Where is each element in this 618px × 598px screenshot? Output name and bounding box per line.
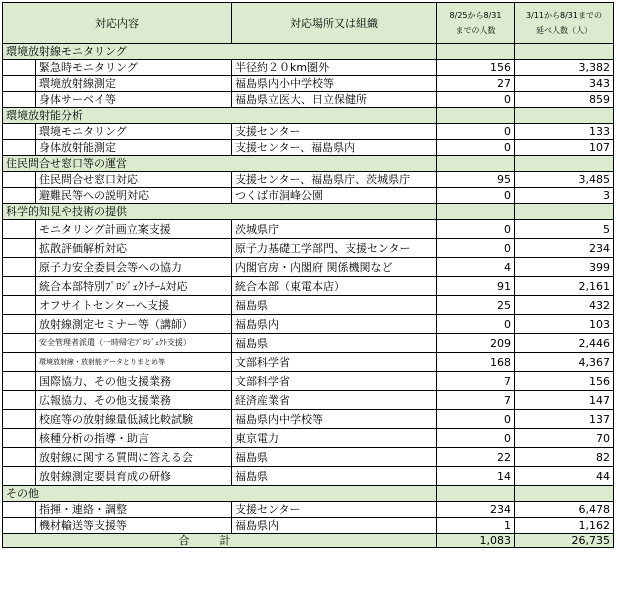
category-cumulative-blank: [515, 44, 614, 60]
row-week-count: 209: [437, 334, 515, 353]
row-indent: [3, 429, 36, 448]
row-indent: [3, 410, 36, 429]
row-cumulative-count: 133: [515, 124, 614, 140]
row-indent: [3, 502, 36, 518]
category-row: [3, 204, 614, 220]
header-period-cumulative-line2: 延べ人数（人）: [536, 26, 592, 35]
row-content: 広報協力、その他支援業務: [36, 391, 232, 410]
row-content: 身体放射能測定: [36, 140, 232, 156]
row-content: 指揮・連絡・調整: [36, 502, 232, 518]
row-week-count: 0: [437, 315, 515, 334]
row-cumulative-count: 399: [515, 258, 614, 277]
total-cumulative: 26,735: [515, 534, 614, 548]
row-week-count: 0: [437, 92, 515, 108]
row-place: 福島県立医大、日立保健所: [232, 92, 437, 108]
row-week-count: 4: [437, 258, 515, 277]
table-row: [3, 239, 614, 258]
row-place: 福島県: [232, 467, 437, 486]
row-cumulative-count: 234: [515, 239, 614, 258]
row-place: 茨城県庁: [232, 220, 437, 239]
row-cumulative-count: 156: [515, 372, 614, 391]
category-week-blank: [437, 108, 515, 124]
header-period-week-line1: 8/25から8/31: [449, 11, 502, 20]
row-content: 避難民等への説明対応: [36, 188, 232, 204]
row-cumulative-count: 432: [515, 296, 614, 315]
category-cumulative-blank: [515, 108, 614, 124]
row-week-count: 0: [437, 220, 515, 239]
row-indent: [3, 372, 36, 391]
table-row: [3, 315, 614, 334]
category-title: 科学的知見や技術の提供: [3, 204, 437, 220]
row-cumulative-count: 859: [515, 92, 614, 108]
table-row: [3, 353, 614, 372]
row-content: 拡散評価解析対応: [36, 239, 232, 258]
table-row: [3, 334, 614, 353]
row-indent: [3, 124, 36, 140]
row-week-count: 156: [437, 60, 515, 76]
row-content: 緊急時モニタリング: [36, 60, 232, 76]
table-row: [3, 391, 614, 410]
row-place: 福島県: [232, 448, 437, 467]
row-content: 環境放射線測定: [36, 76, 232, 92]
table-row: [3, 429, 614, 448]
row-place: 支援センター: [232, 502, 437, 518]
row-indent: [3, 188, 36, 204]
row-content: 校庭等の放射線量低減比較試験: [36, 410, 232, 429]
row-indent: [3, 140, 36, 156]
category-row: [3, 156, 614, 172]
row-indent: [3, 353, 36, 372]
row-indent: [3, 467, 36, 486]
row-indent: [3, 334, 36, 353]
category-row: [3, 486, 614, 502]
table-row: [3, 220, 614, 239]
table-row: [3, 92, 614, 108]
row-week-count: 27: [437, 76, 515, 92]
row-place: 半径約２０km圏外: [232, 60, 437, 76]
row-week-count: 14: [437, 467, 515, 486]
row-indent: [3, 315, 36, 334]
row-cumulative-count: 4,367: [515, 353, 614, 372]
row-cumulative-count: 44: [515, 467, 614, 486]
row-content: モニタリング計画立案支援: [36, 220, 232, 239]
header-content: 対応内容: [3, 3, 232, 44]
row-indent: [3, 220, 36, 239]
table-row: [3, 140, 614, 156]
row-week-count: 0: [437, 239, 515, 258]
header-row: [3, 3, 614, 44]
row-week-count: 0: [437, 140, 515, 156]
row-cumulative-count: 2,446: [515, 334, 614, 353]
row-content: 放射線に関する質問に答える会: [36, 448, 232, 467]
table-row: [3, 467, 614, 486]
row-indent: [3, 518, 36, 534]
category-title: 環境放射線モニタリング: [3, 44, 437, 60]
category-title: その他: [3, 486, 437, 502]
row-cumulative-count: 70: [515, 429, 614, 448]
table-row: [3, 277, 614, 296]
header-place: 対応場所又は組織: [232, 3, 437, 44]
row-cumulative-count: 1,162: [515, 518, 614, 534]
row-place: 統合本部（東電本店）: [232, 277, 437, 296]
category-row: [3, 44, 614, 60]
table-row: [3, 448, 614, 467]
row-indent: [3, 239, 36, 258]
category-week-blank: [437, 204, 515, 220]
row-cumulative-count: 3,485: [515, 172, 614, 188]
row-week-count: 0: [437, 124, 515, 140]
row-content: 安全管理者派遣（一時帰宅ﾌﾟﾛｼﾞｪｸﾄ支援）: [36, 334, 232, 353]
row-cumulative-count: 103: [515, 315, 614, 334]
row-indent: [3, 277, 36, 296]
row-cumulative-count: 5: [515, 220, 614, 239]
row-indent: [3, 296, 36, 315]
row-week-count: 7: [437, 391, 515, 410]
row-content: 放射線測定セミナー等（講師）: [36, 315, 232, 334]
row-week-count: 91: [437, 277, 515, 296]
row-week-count: 22: [437, 448, 515, 467]
row-indent: [3, 258, 36, 277]
header-period-week: [437, 3, 515, 44]
row-indent: [3, 448, 36, 467]
table-row: [3, 60, 614, 76]
category-week-blank: [437, 156, 515, 172]
row-place: 文部科学省: [232, 353, 437, 372]
row-place: 支援センター、福島県庁、茨城県庁: [232, 172, 437, 188]
row-place: 福島県内中学校等: [232, 410, 437, 429]
row-content: 環境放射線・放射能データとりまとめ等: [36, 353, 232, 372]
row-cumulative-count: 82: [515, 448, 614, 467]
response-table: [2, 2, 614, 548]
row-content: 原子力安全委員会等への協力: [36, 258, 232, 277]
row-cumulative-count: 107: [515, 140, 614, 156]
row-week-count: 95: [437, 172, 515, 188]
row-content: 核種分析の指導・助言: [36, 429, 232, 448]
table-body: [3, 44, 614, 534]
category-cumulative-blank: [515, 204, 614, 220]
row-cumulative-count: 147: [515, 391, 614, 410]
row-cumulative-count: 137: [515, 410, 614, 429]
row-content: 統合本部特別ﾌﾟﾛｼﾞｪｸﾄﾁｰﾑ対応: [36, 277, 232, 296]
row-cumulative-count: 3,382: [515, 60, 614, 76]
row-week-count: 25: [437, 296, 515, 315]
row-content: オフサイトセンターへ支援: [36, 296, 232, 315]
row-cumulative-count: 6,478: [515, 502, 614, 518]
row-indent: [3, 391, 36, 410]
table-row: [3, 76, 614, 92]
table-row: [3, 410, 614, 429]
category-cumulative-blank: [515, 486, 614, 502]
row-indent: [3, 60, 36, 76]
row-content: 住民問合せ窓口対応: [36, 172, 232, 188]
category-title: 環境放射能分析: [3, 108, 437, 124]
row-week-count: 0: [437, 410, 515, 429]
row-content: 国際協力、その他支援業務: [36, 372, 232, 391]
row-week-count: 0: [437, 429, 515, 448]
row-content: 機材輸送等支援等: [36, 518, 232, 534]
table-row: [3, 296, 614, 315]
row-place: 文部科学省: [232, 372, 437, 391]
table-row: [3, 518, 614, 534]
row-place: 支援センター、福島県内: [232, 140, 437, 156]
row-cumulative-count: 2,161: [515, 277, 614, 296]
row-indent: [3, 172, 36, 188]
category-week-blank: [437, 486, 515, 502]
table-row: [3, 188, 614, 204]
header-period-week-line2: までの人数: [455, 26, 496, 35]
header-period-cumulative-line1: 3/11から8/31までの: [526, 11, 602, 20]
row-cumulative-count: 343: [515, 76, 614, 92]
table-row: [3, 258, 614, 277]
category-week-blank: [437, 44, 515, 60]
row-indent: [3, 76, 36, 92]
category-row: [3, 108, 614, 124]
table-row: [3, 502, 614, 518]
row-place: 福島県内: [232, 518, 437, 534]
total-row: [3, 534, 614, 548]
total-label: 合計: [3, 534, 437, 548]
row-place: 福島県内: [232, 315, 437, 334]
row-week-count: 168: [437, 353, 515, 372]
row-place: 原子力基礎工学部門、支援センター: [232, 239, 437, 258]
row-week-count: 0: [437, 188, 515, 204]
row-content: 放射線測定要員育成の研修: [36, 467, 232, 486]
row-indent: [3, 92, 36, 108]
table-row: [3, 372, 614, 391]
row-cumulative-count: 3: [515, 188, 614, 204]
row-place: 福島県: [232, 334, 437, 353]
header-period-cumulative: [515, 3, 614, 44]
row-place: 経済産業省: [232, 391, 437, 410]
row-content: 身体サーベイ等: [36, 92, 232, 108]
table-row: [3, 124, 614, 140]
row-place: 福島県: [232, 296, 437, 315]
row-place: 内閣官房・内閣府 関係機関など: [232, 258, 437, 277]
row-content: 環境モニタリング: [36, 124, 232, 140]
row-place: 支援センター: [232, 124, 437, 140]
total-week: 1,083: [437, 534, 515, 548]
row-week-count: 234: [437, 502, 515, 518]
row-place: つくば市洞峰公園: [232, 188, 437, 204]
row-week-count: 7: [437, 372, 515, 391]
category-cumulative-blank: [515, 156, 614, 172]
category-title: 住民問合せ窓口等の運営: [3, 156, 437, 172]
row-week-count: 1: [437, 518, 515, 534]
row-place: 東京電力: [232, 429, 437, 448]
row-place: 福島県内小中学校等: [232, 76, 437, 92]
table-row: [3, 172, 614, 188]
